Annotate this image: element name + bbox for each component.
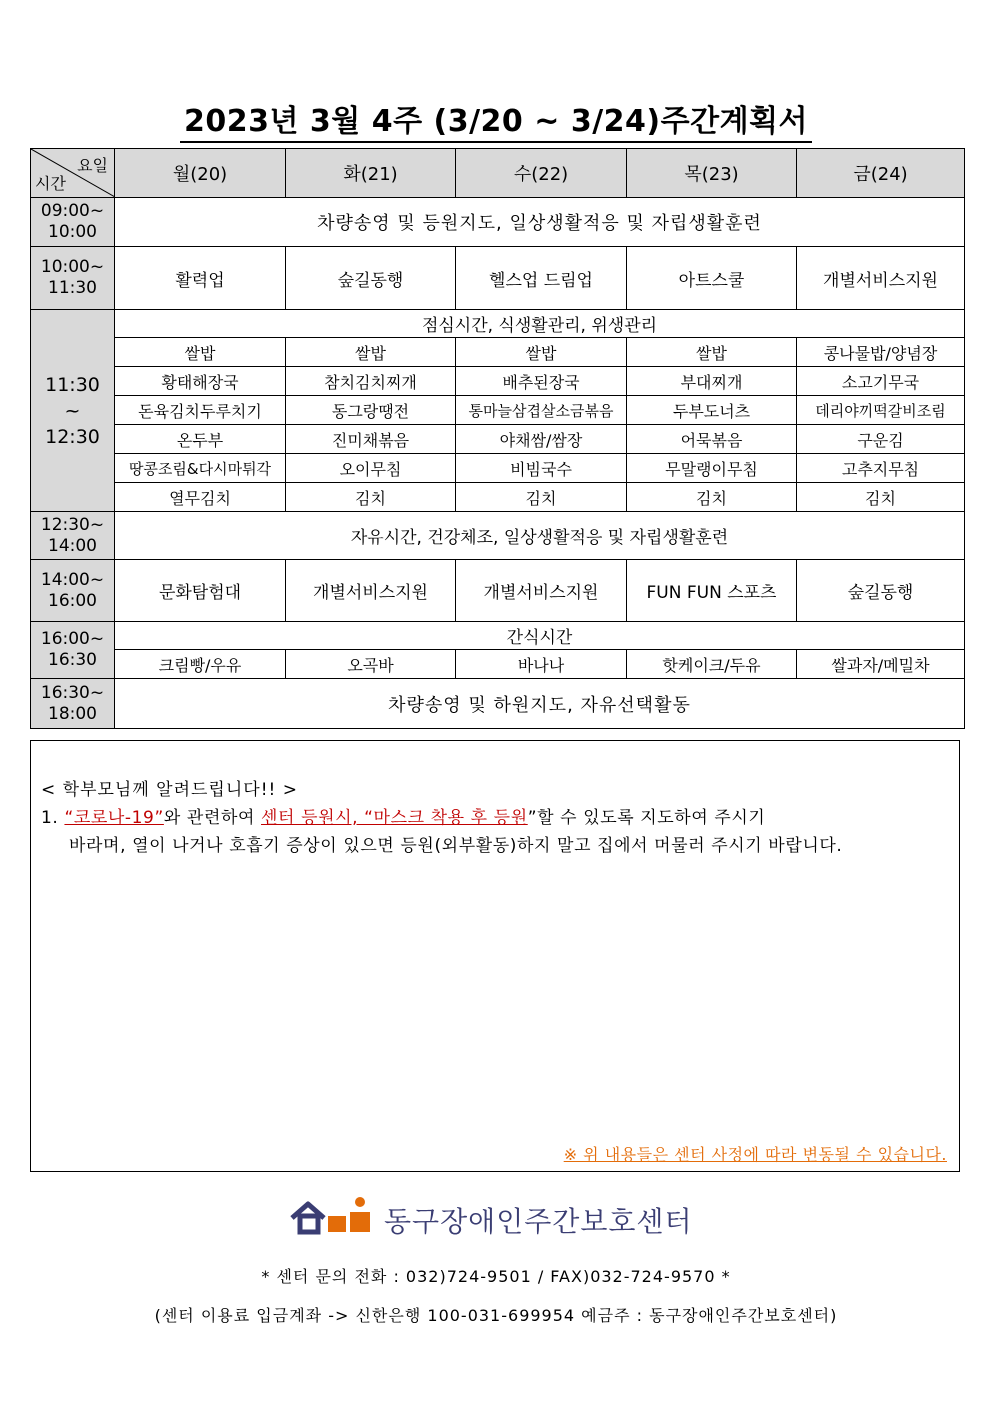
menu-item: 김치 — [627, 483, 797, 512]
lunch-menu-row — [31, 367, 965, 396]
day-header-thu: 목(23) — [627, 149, 797, 198]
activity-span-cell: 자유시간, 건강체조, 일상생활적응 및 자립생활훈련 — [115, 512, 965, 560]
change-warning: ※ 위 내용들은 센터 사정에 따라 변동될 수 있습니다. — [563, 1145, 947, 1164]
menu-item: 어묵볶음 — [627, 425, 797, 454]
menu-item: 김치 — [797, 483, 965, 512]
time-cell: 14:00~ 16:00 — [31, 560, 115, 622]
menu-item: 돈육김치두루치기 — [115, 396, 286, 425]
lunch-menu-row — [31, 396, 965, 425]
menu-item: 열무김치 — [115, 483, 286, 512]
menu-item: 온두부 — [115, 425, 286, 454]
house-logo-icon — [288, 1194, 380, 1240]
day-header-wed: 수(22) — [456, 149, 627, 198]
snack-item: 쌀과자/메밀차 — [797, 650, 965, 679]
menu-item: 구운김 — [797, 425, 965, 454]
menu-item: 김치 — [286, 483, 456, 512]
time-cell-lunch: 11:30 ~ 12:30 — [31, 310, 115, 512]
lunch-header-cell: 점심시간, 식생활관리, 위생관리 — [115, 310, 965, 338]
header-row — [31, 149, 965, 198]
menu-item: 비빔국수 — [456, 454, 627, 483]
notice-text: 와 관련하여 — [163, 808, 262, 828]
menu-item: 두부도너츠 — [627, 396, 797, 425]
covid-quote: “코로나-19” — [64, 808, 164, 828]
menu-item: 땅콩조림&다시마튀각 — [115, 454, 286, 483]
menu-item: 황태해장국 — [115, 367, 286, 396]
menu-item: 야채쌈/쌈장 — [456, 425, 627, 454]
menu-item: 진미채볶음 — [286, 425, 456, 454]
activity-cell: 아트스쿨 — [627, 247, 797, 310]
menu-item: 통마늘삼겹살소금볶음 — [456, 396, 627, 425]
lunch-menu-row — [31, 338, 965, 367]
menu-item: 참치김치찌개 — [286, 367, 456, 396]
activity-cell: 개별서비스지원 — [456, 560, 627, 622]
menu-item: 부대찌개 — [627, 367, 797, 396]
time-cell: 12:30~ 14:00 — [31, 512, 115, 560]
notice-line-2: 바라며, 열이 나거나 호흡기 증상이 있으면 등원(외부활동)하지 말고 집에서 머물러 주시기 바랍니다. — [69, 836, 843, 856]
snack-item: 바나나 — [456, 650, 627, 679]
menu-item: 김치 — [456, 483, 627, 512]
menu-item: 쌀밥 — [115, 338, 286, 367]
menu-item: 소고기무국 — [797, 367, 965, 396]
day-header-tue: 화(21) — [286, 149, 456, 198]
lunch-menu-row — [31, 483, 965, 512]
mask-notice: 센터 등원시, “마스크 착용 후 등원 — [261, 808, 528, 828]
activity-cell: 숲길동행 — [286, 247, 456, 310]
corner-cell — [31, 149, 115, 198]
activity-cell: 숲길동행 — [797, 560, 965, 622]
row-1630 — [31, 679, 965, 729]
notice-heading: < 학부모님께 알려드립니다!! > — [41, 780, 298, 800]
notice-line-1 — [41, 803, 765, 828]
snack-item: 크림빵/우유 — [115, 650, 286, 679]
snack-menu-row — [31, 650, 965, 679]
notice-number: 1. — [41, 808, 65, 828]
row-snack-header — [31, 622, 965, 650]
menu-item: 데리야끼떡갈비조림 — [797, 396, 965, 425]
activity-cell: 개별서비스지원 — [286, 560, 456, 622]
activity-cell: 문화탐험대 — [115, 560, 286, 622]
activity-span-cell: 차량송영 및 하원지도, 자유선택활동 — [115, 679, 965, 729]
activity-cell: 헬스업 드림업 — [456, 247, 627, 310]
row-1230 — [31, 512, 965, 560]
lunch-menu-row — [31, 425, 965, 454]
row-1400 — [31, 560, 965, 622]
menu-item: 콩나물밥/양념장 — [797, 338, 965, 367]
weekly-schedule-table — [30, 148, 965, 729]
day-header-mon: 월(20) — [115, 149, 286, 198]
menu-item: 쌀밥 — [456, 338, 627, 367]
row-1000 — [31, 247, 965, 310]
activity-span-cell: 차량송영 및 등원지도, 일상생활적응 및 자립생활훈련 — [115, 198, 965, 247]
account-info: (센터 이용료 입금계좌 -> 신한은행 100-031-699954 예금주 : 동구장애인주간보호센터) — [154, 1306, 838, 1325]
menu-item: 오이무침 — [286, 454, 456, 483]
time-cell: 09:00~ 10:00 — [31, 198, 115, 247]
row-0900 — [31, 198, 965, 247]
notice-box — [30, 740, 960, 1172]
lunch-menu-row — [31, 454, 965, 483]
time-cell: 10:00~ 11:30 — [31, 247, 115, 310]
time-cell-snack: 16:00~ 16:30 — [31, 622, 115, 679]
row-lunch-header — [31, 310, 965, 338]
sigan-label: 시간 — [35, 174, 66, 193]
snack-item: 핫케이크/두유 — [627, 650, 797, 679]
activity-cell: FUN FUN 스포츠 — [627, 560, 797, 622]
menu-item: 배추된장국 — [456, 367, 627, 396]
menu-item: 동그랑땡전 — [286, 396, 456, 425]
day-header-fri: 금(24) — [797, 149, 965, 198]
contact-info: * 센터 문의 전화 : 032)724-9501 / FAX)032-724-9570 * — [261, 1267, 731, 1286]
menu-item: 쌀밥 — [627, 338, 797, 367]
yoil-label: 요일 — [77, 156, 108, 175]
center-name: 동구장애인주간보호센터 — [384, 1205, 693, 1238]
page-title: 2023년 3월 4주 (3/20 ~ 3/24)주간계획서 — [0, 96, 992, 140]
snack-header-cell: 간식시간 — [115, 622, 965, 650]
center-logo — [288, 1194, 708, 1244]
snack-item: 오곡바 — [286, 650, 456, 679]
activity-cell: 개별서비스지원 — [797, 247, 965, 310]
notice-text: ”할 수 있도록 지도하여 주시기 — [527, 808, 766, 828]
menu-item: 쌀밥 — [286, 338, 456, 367]
menu-item: 고추지무침 — [797, 454, 965, 483]
menu-item: 무말랭이무침 — [627, 454, 797, 483]
activity-cell: 활력업 — [115, 247, 286, 310]
time-cell: 16:30~ 18:00 — [31, 679, 115, 729]
